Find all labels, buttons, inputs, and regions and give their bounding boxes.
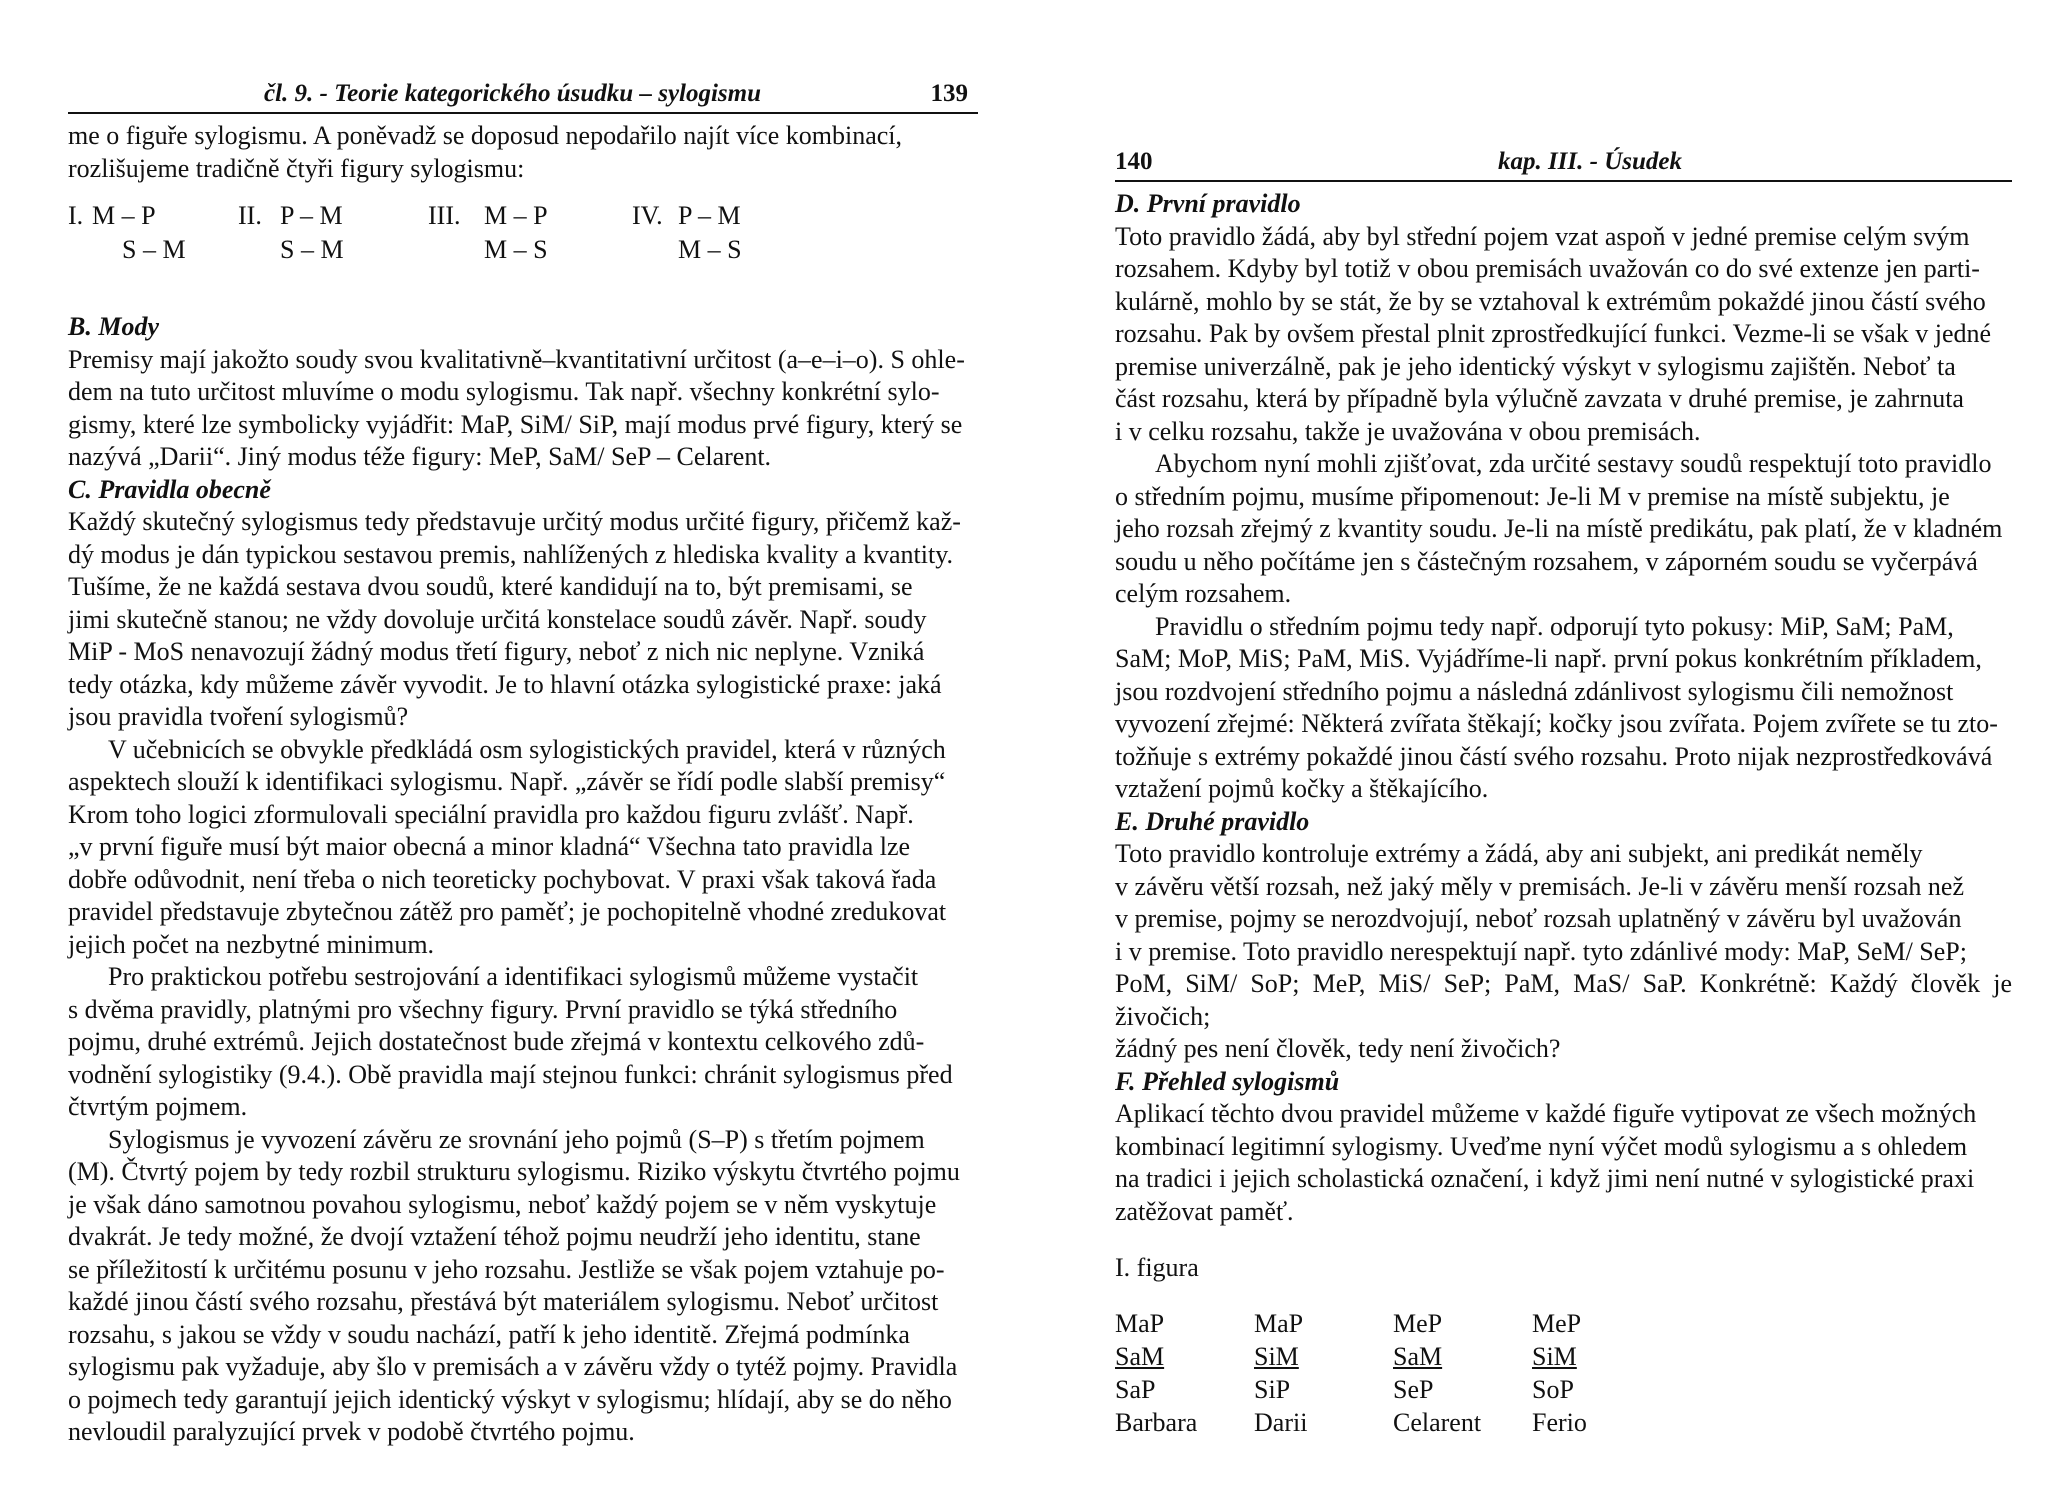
text-line: SaM; MoP, MiS; PaM, MiS. Vyjádříme-li např. první pokus konkrétním příkladem, bbox=[1115, 644, 1982, 673]
text-line: každé jinou částí svého rozsahu, přestává být materiálem sylogismu. Neboť určitost bbox=[68, 1287, 939, 1316]
mood-major-row bbox=[1115, 1307, 1671, 1340]
text-line: rozsahu. Pak by ovšem přestal plnit zprostředkující funkci. Vezme-li se však v jedné bbox=[1115, 319, 1992, 348]
right-running-title: kap. III. - Úsudek bbox=[1497, 148, 1682, 175]
mood-major: MeP bbox=[1532, 1308, 1582, 1338]
mood-conclusion-row bbox=[1115, 1373, 1671, 1406]
intro-line: me o figuře sylogismu. A poněvadž se doposud nepodařilo najít více kombinací, bbox=[68, 121, 903, 150]
text-line: jsou rozdvojení středního pojmu a následná zdánlivost sylogismu čili nemožnost bbox=[1115, 676, 1954, 706]
text-line: vztažení pojmů kočky a štěkajícího. bbox=[1115, 774, 1489, 803]
mood-major: MeP bbox=[1393, 1308, 1443, 1338]
section-heading: D. První pravidlo bbox=[1115, 189, 1301, 218]
mood-conclusion: SeP bbox=[1393, 1374, 1434, 1404]
figure-minor: M – S bbox=[484, 235, 548, 264]
text-line: pojmu, druhé extrémů. Jejich dostatečnost bude zřejmá v kontextu celkového zdů- bbox=[68, 1027, 925, 1056]
figure-label: I. figura bbox=[1115, 1253, 1199, 1282]
text-line: vodnění sylogistiky (9.4.). Obě pravidla mají stejnou funkci: chránit sylogismus před bbox=[68, 1059, 953, 1089]
text-line: zatěžovat paměť. bbox=[1115, 1196, 1294, 1226]
text-line: Toto pravidlo kontroluje extrémy a žádá, aby ani subjekt, ani predikát neměly bbox=[1115, 839, 1923, 868]
mood-conclusion: SaP bbox=[1115, 1374, 1156, 1404]
text-line: dý modus je dán typickou sestavou premis, nahlížených z hlediska kvality a kvantity. bbox=[68, 539, 954, 569]
figures-table bbox=[68, 199, 978, 267]
text-line: i v premise. Toto pravidlo nerespektují např. tyto zdánlivé mody: MaP, SeM/ SeP; bbox=[1115, 936, 1967, 966]
text-line: kombinací legitimní sylogismy. Uveďme nyní výčet modů sylogismu a s ohledem bbox=[1115, 1131, 1968, 1161]
figure-minor: M – S bbox=[678, 235, 742, 264]
text-line: PoM, SiM/ SoP; MeP, MiS/ SeP; PaM, MaS/ SaP. Konkrétně: Každý člověk je živočich; bbox=[1115, 969, 2012, 1031]
text-line: aspektech slouží k identifikaci sylogismu. Např. „závěr se řídí podle slabší premisy“ bbox=[68, 767, 946, 796]
paragraph bbox=[1115, 221, 2012, 449]
paragraph bbox=[68, 734, 978, 962]
figure-major: P – M bbox=[678, 201, 741, 230]
text-line: čtvrtým pojmem. bbox=[68, 1092, 248, 1121]
left-page bbox=[68, 80, 978, 1449]
text-line: tedy otázka, kdy můžeme závěr vyvodit. Je to hlavní otázka sylogistické praxe: jaká bbox=[68, 669, 942, 699]
text-line: vyvození zřejmé: Některá zvířata štěkají; kočky jsou zvířata. Pojem zvířete se tu zto- bbox=[1115, 709, 1998, 738]
mood-minor: SaM bbox=[1115, 1341, 1165, 1371]
figure-major: M – P bbox=[484, 201, 548, 230]
text-line: i v celku rozsahu, takže je uvažována v obou premisách. bbox=[1115, 416, 1701, 446]
text-line: nevloudil paralyzující prvek v podobě čtvrtého pojmu. bbox=[68, 1417, 635, 1446]
text-line: žádný pes není člověk, tedy není živočich? bbox=[1115, 1034, 1561, 1063]
paragraph bbox=[68, 961, 978, 1124]
section-heading: C. Pravidla obecně bbox=[68, 474, 271, 504]
text-line: „v první figuře musí být maior obecná a minor kladná“ Všechna tato pravidla lze bbox=[68, 832, 911, 861]
text-line: o pojmech tedy garantují jejich identický výskyt v sylogismu; hlídají, aby se do něho bbox=[68, 1384, 952, 1414]
text-line: pravidel představuje zbytečnou zátěž pro paměť; je pochopitelně vhodné zredukovat bbox=[68, 897, 947, 926]
intro-line: rozlišujeme tradičně čtyři figury sylogismu: bbox=[68, 153, 525, 183]
text-line: tožňuje s extrémy pokaždé jinou částí svého rozsahu. Proto nijak nezprostředkovává bbox=[1115, 741, 1993, 771]
text-line: kulárně, mohlo by se stát, že by se vztahoval k extrémům pokaždé jinou částí svého bbox=[1115, 286, 1986, 316]
text-line: dobře odůvodnit, není třeba o nich teoreticky pochybovat. V praxi však taková řada bbox=[68, 864, 937, 894]
text-line: v závěru větší rozsah, než jaký měly v premisách. Je-li v závěru menší rozsah než bbox=[1115, 871, 1964, 901]
text-line: celým rozsahem. bbox=[1115, 579, 1292, 608]
text-line: o středním pojmu, musíme připomenout: Je-li M v premise na místě subjektu, je bbox=[1115, 481, 1950, 511]
figure-major: P – M bbox=[280, 201, 343, 230]
text-line: Krom toho logici zformulovali speciální pravidla pro každou figuru zvlášť. Např. bbox=[68, 799, 914, 829]
text-line: premise univerzálně, pak je jeho identický výskyt v sylogismu zajištěn. Neboť ta bbox=[1115, 351, 1956, 381]
left-running-title: čl. 9. - Teorie kategorického úsudku – sylogismu bbox=[264, 80, 762, 107]
mood-major: MaP bbox=[1254, 1308, 1304, 1338]
paragraph bbox=[1115, 611, 2012, 806]
text-line: Pro praktickou potřebu sestrojování a identifikaci sylogismů můžeme vystačit bbox=[108, 962, 919, 991]
figure-minor: S – M bbox=[280, 235, 344, 264]
text-line: Toto pravidlo žádá, aby byl střední pojem vzat aspoň v jedné premise celým svým bbox=[1115, 221, 1970, 251]
text-line: rozsahu, s jakou se vždy v soudu nachází, patří k jeho identitě. Zřejmá podmínka bbox=[68, 1319, 910, 1349]
text-line: s dvěma pravidly, platnými pro všechny figury. První pravidlo se týká středního bbox=[68, 994, 898, 1024]
text-line: gismy, které lze symbolicky vyjádřit: MaP, SiM/ SiP, mají modus prvé figury, který se bbox=[68, 409, 963, 439]
mood-conclusion: SoP bbox=[1532, 1374, 1574, 1404]
figures-major-row bbox=[68, 199, 978, 233]
mood-name: Celarent bbox=[1393, 1407, 1482, 1437]
mood-name: Ferio bbox=[1532, 1407, 1587, 1437]
text-line: Abychom nyní mohli zjišťovat, zda určité sestavy soudů respektují toto pravidlo bbox=[1155, 449, 1992, 478]
text-line: Aplikací těchto dvou pravidel můžeme v každé figuře vytipovat ze všech možných bbox=[1115, 1099, 1977, 1128]
mood-minor-row bbox=[1115, 1340, 1671, 1373]
text-line: se příležitostí k určitému posunu v jeho rozsahu. Jestliže se však pojem vztahuje po- bbox=[68, 1254, 945, 1284]
text-line: dvakrát. Je tedy možné, že dvojí vztažení téhož pojmu neudrží jeho identitu, stane bbox=[68, 1222, 921, 1251]
text-line: V učebnicích se obvykle předkládá osm sylogistických pravidel, která v různých bbox=[108, 734, 946, 764]
left-running-head bbox=[68, 80, 978, 114]
text-line: na tradici i jejich scholastická označení, i když jimi není nutné v sylogistické praxi bbox=[1115, 1164, 1975, 1193]
section-heading: E. Druhé pravidlo bbox=[1115, 806, 1310, 836]
figure-major: M – P bbox=[92, 201, 156, 230]
text-line: v premise, pojmy se nerozdvojují, neboť rozsah uplatněný v závěru byl uvažován bbox=[1115, 904, 1962, 933]
mood-minor: SaM bbox=[1393, 1341, 1443, 1371]
text-line: část rozsahu, která by případně byla výlučně zavzata v druhé premise, je zahrnuta bbox=[1115, 384, 1964, 413]
mood-minor: SiM bbox=[1532, 1341, 1577, 1371]
mood-name: Darii bbox=[1254, 1407, 1308, 1437]
text-line: (M). Čtvrtý pojem by tedy rozbil strukturu sylogismu. Riziko výskytu čtvrtého pojmu bbox=[68, 1157, 960, 1186]
figure-roman: I. bbox=[68, 201, 84, 230]
text-line: nazývá „Darii“. Jiný modus téže figury: MeP, SaM/ SeP – Celarent. bbox=[68, 442, 772, 471]
figure-roman: III. bbox=[428, 201, 461, 230]
text-line: dem na tuto určitost mluvíme o modu sylogismu. Tak např. všechny konkrétní sylo- bbox=[68, 377, 940, 406]
paragraph bbox=[68, 506, 978, 734]
mood-conclusion: SiP bbox=[1254, 1374, 1291, 1404]
text-line: Premisy mají jakožto soudy svou kvalitativně–kvantitativní určitost (a–e–i–o). S ohle- bbox=[68, 344, 965, 374]
section-heading: F. Přehled sylogismů bbox=[1115, 1066, 1340, 1096]
text-line: sylogismu pak vyžaduje, aby šlo v premisách a v závěru vždy o tytéž pojmy. Pravidla bbox=[68, 1352, 958, 1381]
figure-minor: S – M bbox=[122, 235, 186, 264]
text-line: Pravidlu o středním pojmu tedy např. odporují tyto pokusy: MiP, SaM; PaM, bbox=[1155, 611, 1954, 641]
mood-name: Barbara bbox=[1115, 1407, 1198, 1437]
mood-minor: SiM bbox=[1254, 1341, 1299, 1371]
mood-table bbox=[1115, 1307, 1671, 1439]
text-line: Každý skutečný sylogismus tedy představuje určitý modus určité figury, přičemž kaž- bbox=[68, 507, 961, 536]
right-page-number: 140 bbox=[1115, 148, 1153, 175]
figure-roman: IV. bbox=[632, 201, 663, 230]
paragraph bbox=[68, 1124, 978, 1449]
right-running-head bbox=[1115, 148, 2012, 182]
figures-minor-row bbox=[68, 233, 978, 267]
text-line: Sylogismus je vyvození závěru ze srovnání jeho pojmů (S–P) s třetím pojmem bbox=[108, 1124, 925, 1154]
paragraph bbox=[1115, 448, 2012, 611]
right-page bbox=[1115, 148, 2012, 1439]
mood-major: MaP bbox=[1115, 1308, 1165, 1338]
text-line: jsou pravidla tvoření sylogismů? bbox=[68, 702, 409, 731]
section-heading: B. Mody bbox=[68, 312, 159, 341]
text-line: rozsahem. Kdyby byl totiž v obou premisách uvažován co do své extenze jen parti- bbox=[1115, 254, 1980, 283]
text-line: MiP - MoS nenavozují žádný modus třetí figury, neboť z nich nic neplyne. Vzniká bbox=[68, 637, 925, 666]
text-line: je však dáno samotnou povahou sylogismu, neboť každý pojem se v něm vyskytuje bbox=[68, 1189, 937, 1219]
text-line: Tušíme, že ne každá sestava dvou soudů, které kandidují na to, být premisami, se bbox=[68, 572, 913, 601]
text-line: jejich počet na nezbytné minimum. bbox=[68, 929, 435, 959]
text-line: soudu u něho počítáme jen s částečným rozsahem, v záporném soudu se vyčerpává bbox=[1115, 546, 1978, 576]
left-page-number: 139 bbox=[930, 80, 968, 107]
text-line: jeho rozsah zřejmý z kvantity soudu. Je-li na místě predikátu, pak platí, že v kladném bbox=[1115, 514, 2003, 543]
mood-name-row bbox=[1115, 1406, 1671, 1439]
text-line: jimi skutečně stanou; ne vždy dovoluje určitá konstelace soudů závěr. Např. soudy bbox=[68, 604, 927, 634]
figure-roman: II. bbox=[238, 201, 262, 230]
